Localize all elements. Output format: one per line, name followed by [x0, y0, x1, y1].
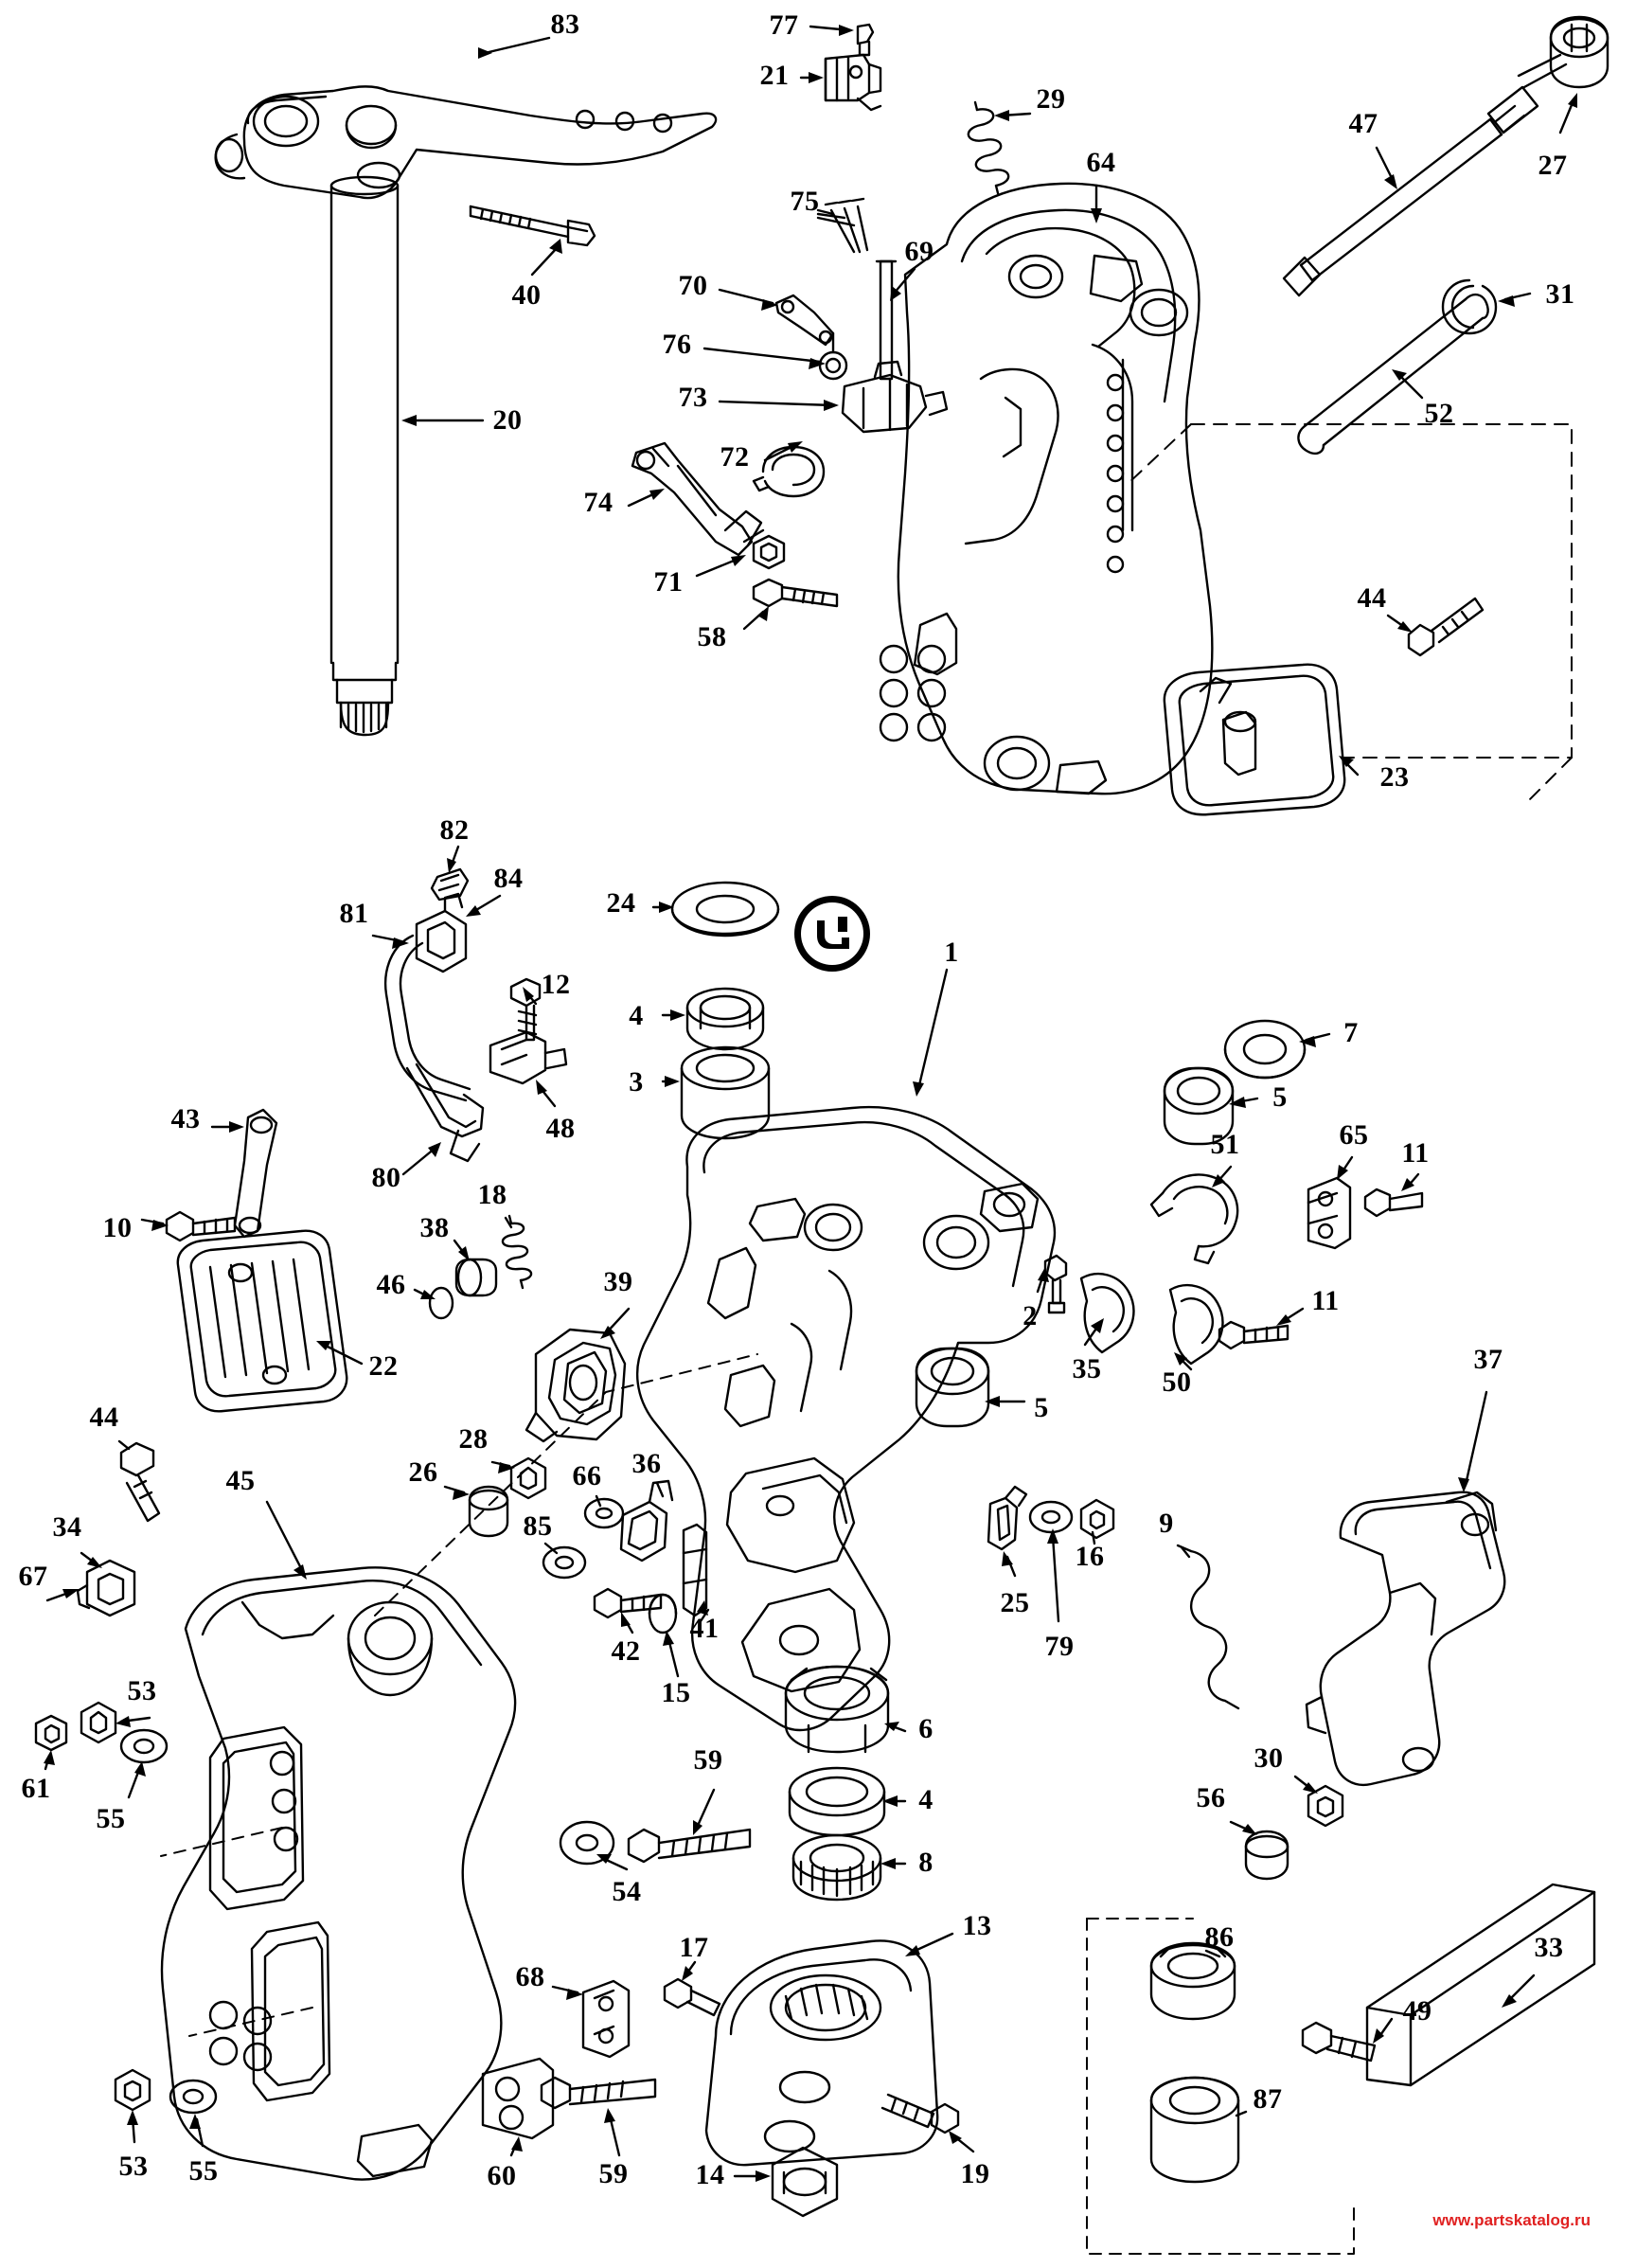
leader-69	[894, 269, 915, 294]
part-28-nut	[511, 1458, 545, 1498]
part-55-upper-washer	[121, 1730, 167, 1762]
part-70-link	[776, 295, 833, 345]
part-7-washer	[1225, 1021, 1305, 1078]
part-10-bolt	[167, 1212, 235, 1241]
part-21-bracket	[826, 55, 880, 110]
site-watermark: www.partskatalog.ru	[1432, 2211, 1591, 2229]
callout-4b: 4	[918, 1784, 934, 1815]
leader-37	[1466, 1392, 1486, 1485]
leader-79	[1053, 1536, 1058, 1621]
part-71-nut	[754, 536, 784, 568]
part-73-mount-block	[843, 362, 947, 432]
callout-26: 26	[408, 1456, 438, 1488]
callout-43: 43	[170, 1103, 201, 1134]
part-58-screw	[754, 580, 837, 606]
callout-28: 28	[458, 1423, 489, 1455]
part-46-ball	[430, 1288, 453, 1318]
leader-1	[918, 970, 947, 1089]
callout-59b: 59	[598, 2158, 629, 2189]
part-12-screw	[511, 979, 540, 1040]
callout-13: 13	[962, 1910, 992, 1941]
callout-83: 83	[550, 9, 580, 40]
part-47-tilt-rod	[1284, 55, 1566, 295]
callout-18: 18	[477, 1179, 507, 1210]
callout-7: 7	[1343, 1017, 1359, 1048]
callout-61: 61	[21, 1773, 51, 1804]
callout-50: 50	[1162, 1366, 1192, 1398]
callout-72: 72	[720, 441, 750, 473]
leader-73	[720, 402, 833, 405]
callout-44b: 44	[89, 1402, 119, 1433]
callout-53b: 53	[118, 2151, 149, 2182]
part-11b-bolt	[1219, 1322, 1288, 1348]
part-86-bushing	[1151, 1943, 1235, 2019]
callout-16: 16	[1075, 1541, 1105, 1572]
callout-80: 80	[371, 1162, 401, 1193]
callout-79: 79	[1044, 1631, 1075, 1662]
part-76-pin	[820, 333, 846, 379]
callout-34: 34	[52, 1511, 82, 1543]
part-85-washer	[543, 1547, 585, 1578]
part-17-screw	[665, 1979, 720, 2015]
callout-68: 68	[515, 1961, 545, 1992]
part-68-clip	[583, 1981, 629, 2057]
part-19-bolt	[882, 2095, 958, 2133]
callout-87: 87	[1253, 2083, 1283, 2115]
callout-36: 36	[631, 1448, 662, 1479]
part-50-bushing-half	[1170, 1285, 1222, 1364]
swivel-bracket-icon-badge	[792, 894, 872, 973]
callout-73: 73	[678, 382, 708, 413]
callout-17: 17	[679, 1932, 709, 1963]
callout-51: 51	[1210, 1129, 1240, 1160]
part-45-clamp-bracket	[162, 1567, 515, 2179]
callout-1: 1	[944, 937, 959, 968]
callout-24: 24	[606, 887, 636, 919]
callout-69: 69	[904, 236, 934, 267]
part-79-washer	[1030, 1502, 1072, 1532]
callout-6: 6	[918, 1713, 934, 1744]
callout-76: 76	[662, 329, 692, 360]
callout-75: 75	[790, 186, 820, 217]
part-38-pin	[456, 1259, 496, 1295]
part-3-bushing	[682, 1047, 769, 1138]
part-23-anode-cover	[1165, 665, 1344, 815]
callout-20: 20	[492, 404, 523, 436]
callout-52: 52	[1424, 398, 1454, 429]
part-39-mount	[526, 1330, 625, 1441]
callout-31: 31	[1545, 278, 1575, 310]
part-8-bearing	[793, 1835, 880, 1900]
callout-39: 39	[603, 1266, 633, 1297]
callout-3: 3	[629, 1066, 644, 1098]
part-82-connector	[432, 869, 468, 900]
callout-40: 40	[511, 279, 542, 311]
callout-64: 64	[1086, 147, 1116, 178]
part-59-upper-bolt	[629, 1830, 750, 1862]
part-18-spring	[503, 1216, 531, 1288]
part-9-spring	[1178, 1545, 1238, 1708]
callout-29: 29	[1036, 83, 1066, 115]
callout-8: 8	[918, 1847, 934, 1878]
callout-59a: 59	[693, 1744, 723, 1776]
callout-35: 35	[1072, 1353, 1102, 1384]
callout-23: 23	[1379, 761, 1410, 793]
part-11a-bolt	[1365, 1189, 1422, 1216]
callout-38: 38	[419, 1212, 450, 1243]
part-61-nut	[36, 1716, 66, 1750]
part-26-plug	[470, 1487, 507, 1536]
part-84-switch	[417, 894, 466, 972]
leader-76	[704, 348, 820, 362]
part-81-harness	[385, 936, 483, 1161]
part-36-clamp	[621, 1481, 672, 1561]
callout-53a: 53	[127, 1675, 157, 1706]
part-52-tilt-tube	[1298, 295, 1487, 454]
callout-11b: 11	[1311, 1285, 1340, 1316]
callout-2: 2	[1022, 1300, 1038, 1331]
part-13-lower-mount	[706, 1940, 937, 2165]
callout-55b: 55	[188, 2155, 219, 2187]
callout-60: 60	[487, 2160, 517, 2191]
callout-46: 46	[376, 1269, 406, 1300]
part-64-clamp-bracket	[880, 184, 1212, 794]
callout-74: 74	[583, 487, 614, 518]
callout-56: 56	[1196, 1782, 1226, 1813]
part-83-steering-arm	[216, 86, 716, 198]
callout-19: 19	[960, 2158, 990, 2189]
callout-65: 65	[1339, 1119, 1369, 1151]
callout-54: 54	[612, 1876, 642, 1907]
callout-41: 41	[689, 1613, 720, 1644]
part-37-steering-link	[1307, 1492, 1504, 1785]
callout-48: 48	[545, 1113, 576, 1144]
callout-12: 12	[541, 969, 571, 1000]
callout-71: 71	[653, 566, 684, 598]
part-59-lower-bolt	[542, 2078, 655, 2108]
callout-9: 9	[1159, 1508, 1174, 1539]
callout-21: 21	[759, 60, 790, 91]
leader-45	[267, 1502, 303, 1572]
callout-55a: 55	[96, 1803, 126, 1834]
part-20-swivel-shaft	[331, 177, 398, 735]
part-4-upper-seal	[687, 989, 763, 1049]
leader-40	[532, 248, 557, 275]
part-65-bracket	[1308, 1178, 1350, 1248]
part-75-wire-terminals	[826, 199, 867, 252]
callout-70: 70	[678, 270, 708, 301]
leader-80	[403, 1148, 436, 1174]
callout-27: 27	[1538, 150, 1568, 181]
part-25-bracket	[988, 1487, 1026, 1549]
part-15-roller	[649, 1595, 676, 1633]
part-51-clamp	[1151, 1175, 1237, 1263]
part-4-lower-seal	[790, 1768, 884, 1835]
callout-30: 30	[1254, 1742, 1284, 1774]
callout-37: 37	[1473, 1344, 1503, 1375]
part-55-lower-washer	[170, 2080, 216, 2113]
callout-67: 67	[18, 1561, 48, 1592]
callout-14: 14	[695, 2159, 725, 2190]
callout-84: 84	[493, 863, 524, 894]
part-34-nut	[78, 1561, 134, 1616]
callout-5a: 5	[1272, 1081, 1288, 1113]
leader-44-lower	[119, 1441, 129, 1449]
callout-82: 82	[439, 814, 470, 846]
leader-71	[697, 559, 738, 576]
callout-81: 81	[339, 898, 369, 929]
part-77-clip	[858, 25, 873, 55]
callout-10: 10	[102, 1212, 133, 1243]
callout-66: 66	[572, 1460, 602, 1491]
callout-25: 25	[1000, 1587, 1030, 1618]
part-66-washer	[585, 1499, 623, 1527]
part-24-washer	[672, 883, 778, 936]
callout-11a: 11	[1401, 1137, 1430, 1169]
part-72-clamp-ring	[754, 447, 824, 496]
part-33-anode-bar	[1367, 1884, 1594, 2085]
leader-36	[657, 1483, 663, 1496]
callout-49: 49	[1402, 1995, 1432, 2027]
callout-22: 22	[368, 1350, 399, 1382]
part-49-bolt	[1303, 2023, 1375, 2061]
part-87-bushing	[1151, 2078, 1238, 2182]
leader-52	[1399, 375, 1422, 398]
part-40-bolt	[471, 206, 595, 245]
part-43-link	[235, 1110, 276, 1237]
part-27-bushing	[1551, 17, 1608, 87]
part-16-nut	[1081, 1500, 1113, 1538]
callout-44a: 44	[1357, 582, 1387, 614]
part-53-upper-nut	[81, 1703, 116, 1742]
callout-45: 45	[225, 1465, 256, 1496]
callout-58: 58	[697, 621, 727, 652]
part-53-lower-nut	[116, 2070, 150, 2110]
part-44-upper-bolt	[1409, 598, 1483, 655]
callout-33: 33	[1534, 1932, 1564, 1963]
callout-85: 85	[523, 1510, 553, 1542]
leader-83	[485, 38, 549, 53]
callout-5b: 5	[1034, 1392, 1049, 1423]
callout-77: 77	[769, 9, 799, 41]
leader-59-upper	[697, 1790, 714, 1828]
part-44-lower-bolt	[121, 1443, 159, 1521]
callout-86: 86	[1204, 1921, 1235, 1953]
callout-15: 15	[661, 1677, 691, 1708]
part-22-cover-plate	[178, 1231, 347, 1412]
part-56-bolt	[1246, 1831, 1288, 1879]
callout-4a: 4	[629, 1000, 644, 1031]
callout-42: 42	[611, 1635, 641, 1667]
callout-47: 47	[1348, 108, 1378, 139]
